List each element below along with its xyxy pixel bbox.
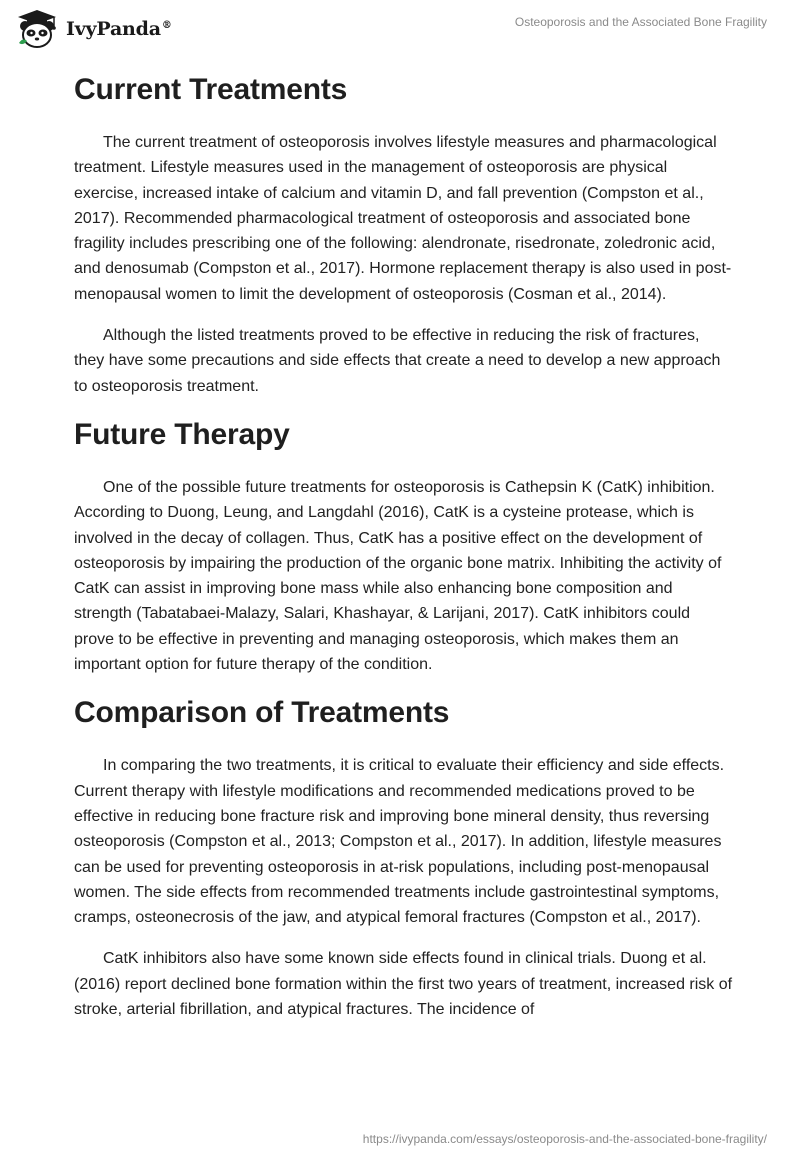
section-heading: Future Therapy [74,417,290,451]
section-heading: Comparison of Treatments [74,696,450,730]
panda-icon [14,8,60,50]
section-future-therapy [74,415,734,677]
document-title: Osteoporosis and the Associated Bone Fragility [514,15,767,29]
ivypanda-logo[interactable] [14,8,172,50]
page-header [0,0,800,60]
essay-content [74,70,734,1038]
paragraph: One of the possible future treatments for osteoporosis is Cathepsin K (CatK) inhibition. According to Duong, Leung, and Langdahl (2016), CatK is a cysteine protease, which is involved in the decay of collagen. Thus, CatK has a positive effect on the development of osteoporosis by impairing the production of the organic bone matrix. Inhibiting the activity of CatK can assist in improving bone mass while also enhancing bone composition and strength (Tabatabaei-Malazy, Salari, Khashayar, & Larijani, 2017). CatK inhibitors could prove to be effective in preventing and managing osteoporosis, which makes them an important option for future therapy of the condition. [74,478,722,674]
paragraph: CatK inhibitors also have some known side effects found in clinical trials. Duong et al. (2016) report declined bone formation within the first two years of treatment, increased risk of stroke, arterial fibrillation, and atypical fractures. The incidence of [74,950,733,1019]
brand-name: IvyPanda® [66,18,172,40]
section-comparison-of-treatments [74,693,734,1022]
section-current-treatments [74,70,734,399]
section-heading: Current Treatments [74,73,348,106]
paragraph: In comparing the two treatments, it is critical to evaluate their efficiency and side effects. Current therapy with lifestyle modifications and recommended medications proved to be effective in reducing bone fracture risk and improving bone mineral density, thus reversing osteoporosis (Compston et al., 2013; Compston et al., 2017). In addition, lifestyle measures can be used for preventing osteoporosis in at-risk populations, including post-menopausal women. The side effects from recommended treatments include gastrointestinal symptoms, cramps, osteonecrosis of the jaw, and atypical femoral fractures (Compston et al., 2017). [74,757,725,927]
paragraph: The current treatment of osteoporosis involves lifestyle measures and pharmacological treatment. Lifestyle measures used in the management of osteoporosis are physical exercise, increased intake of calcium and vitamin D, and fall prevention (Compston et al., 2017). Recommended pharmacological treatment of osteoporosis and associated bone fragility includes prescribing one of the following: alendronate, risedronate, zoledronic acid, and denosumab (Compston et al., 2017). Hormone replacement therapy is also used in post-menopausal women to limit the development of osteoporosis (Cosman et al., 2014). [74,134,732,303]
source-url-link[interactable]: https://ivypanda.com/essays/osteoporosis-and-the-associated-bone-fragility/ [362,1132,767,1146]
paragraph: Although the listed treatments proved to be effective in reducing the risk of fractures, they have some precautions and side effects that create a need to develop a new approach to osteoporosis treatment. [74,327,721,395]
